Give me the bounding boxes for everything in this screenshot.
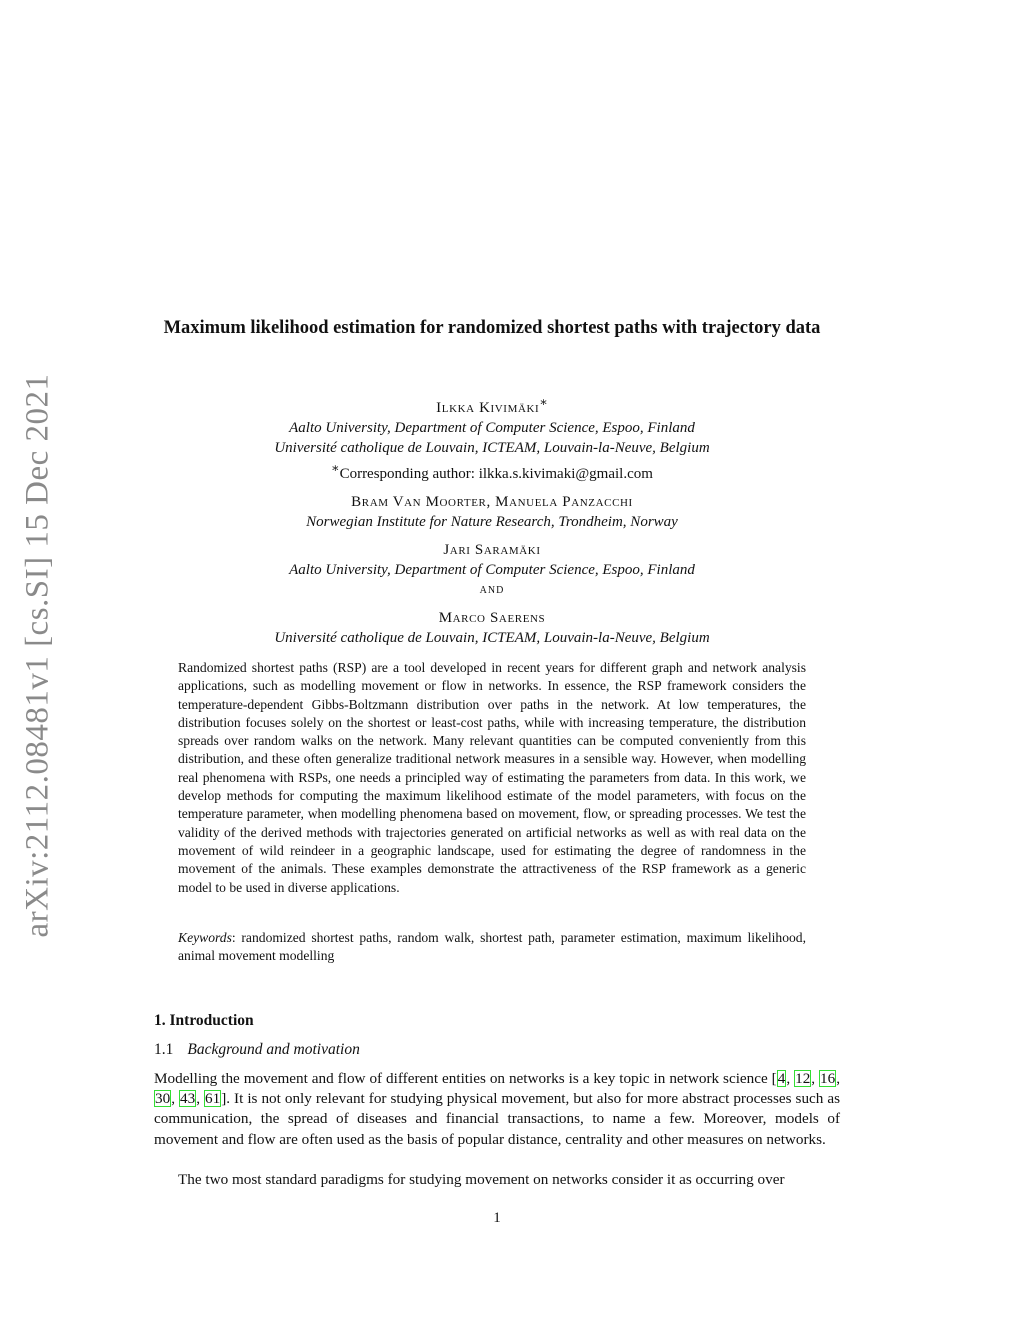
corresponding-mark: ∗ (331, 461, 340, 475)
keywords-text: : randomized shortest paths, random walk, shortest path, parameter estimation, maximum likelihood, animal movement modelling (178, 930, 806, 964)
section-heading-introduction: 1. Introduction (154, 1012, 254, 1029)
affiliation-aalto-2: Aalto University, Department of Computer Science, Espoo, Finland (289, 562, 695, 578)
abstract: Randomized shortest paths (RSP) are a tool developed in recent years for different graph and network analysis applications, such as modelling movement or flow in networks. In essence, the RSP framework considers the temperature-dependent Gibbs-Boltzmann distribution over paths in the network. At low temperatures, the distribution focuses solely on the shortest or least-cost paths, while with increasing temperature, the distribution spreads over random walks on the network. Many relevant quantities can be computed conveniently from this distribution, and these often generalize traditional network measures in a sensible way. However, when modelling real phenomena with RSPs, one needs a principled way of estimating the parameters from data. In this work, we develop methods for computing the maximum likelihood estimate of the model parameters, with focus on the temperature parameter, when modelling phenomena based on movement, flow, or spreading processes. We test the validity of the derived methods with trajectories generated on artificial networks as well as with real data on the movement of wild reindeer in a geographic landscape, used for estimating the degree of randomness in the movement of the animals. These examples demonstrate the attractiveness of the RSP framework as a generic model to be used in diverse applications. (178, 660, 806, 895)
intro-text-start: Modelling the movement and flow of different entities on networks is a key topic in network science [ (154, 1070, 777, 1087)
affiliation-nina: Norwegian Institute for Nature Research, Trondheim, Norway (306, 514, 678, 530)
author-kivimaki: Ilkka Kivimäki (436, 400, 540, 416)
author-saramaki: Jari Saramäki (443, 542, 541, 558)
citation-link[interactable]: 43 (180, 1090, 196, 1108)
intro-text-end: ]. It is not only relevant for studying physical movement, but also for more abstract processes such as communication, the spread of diseases and financial transactions, to name a few. Moreover, models of movement and flow are often used as the basis of popular distance, centrality and other measures on networks. (154, 1090, 841, 1148)
author-and: and (479, 582, 505, 597)
arxiv-identifier: arXiv:2112.08481v1 [cs.SI] 15 Dec 2021 (19, 372, 56, 938)
keywords-label: Keywords (178, 930, 232, 945)
citation-link[interactable]: 12 (795, 1070, 811, 1087)
intro-paragraph-1: Modelling the movement and flow of different entities on networks is a key topic in network science [4, 12, 16, 30, 43, 61]. It is not only relevant for studying physical movement, but also for more abstract processes such as communication, the spread of diseases and financial transactions, to name a few. Moreover, models of movement and flow are often used as the basis of popular distance, centrality and other measures on networks. (154, 1070, 841, 1148)
citation-link[interactable]: 30 (155, 1090, 171, 1108)
author-van-moorter-panzacchi: Bram Van Moorter, Manuela Panzacchi (351, 494, 633, 510)
author-saerens: Marco Saerens (438, 610, 546, 626)
corresponding-author (150, 458, 834, 484)
author-mark: ∗ (539, 395, 548, 409)
citation-link[interactable]: 61 (205, 1090, 221, 1108)
corresponding-text: Corresponding author: ilkka.s.kivimaki@gmail.com (339, 466, 653, 482)
arxiv-side-stamp (14, 370, 62, 940)
intro-paragraph-2: The two most standard paradigms for studying movement on networks consider it as occurring over (178, 1171, 785, 1188)
author-block (150, 392, 834, 648)
paper-title: Maximum likelihood estimation for randomized shortest paths with trajectory data (163, 318, 821, 338)
affiliation-louvain-2: Université catholique de Louvain, ICTEAM, Louvain-la-Neuve, Belgium (274, 630, 710, 646)
subsection-number: 1.1 (154, 1041, 174, 1058)
subsection-heading (154, 1041, 360, 1059)
citation-link[interactable]: 4 (777, 1070, 786, 1087)
affiliation-aalto: Aalto University, Department of Computer Science, Espoo, Finland (289, 420, 695, 436)
subsection-title: Background and motivation (187, 1041, 360, 1058)
page-number: 1 (493, 1210, 501, 1226)
citation-link[interactable]: 16 (820, 1070, 836, 1087)
affiliation-louvain: Université catholique de Louvain, ICTEAM, Louvain-la-Neuve, Belgium (274, 440, 710, 456)
keywords (178, 929, 806, 966)
